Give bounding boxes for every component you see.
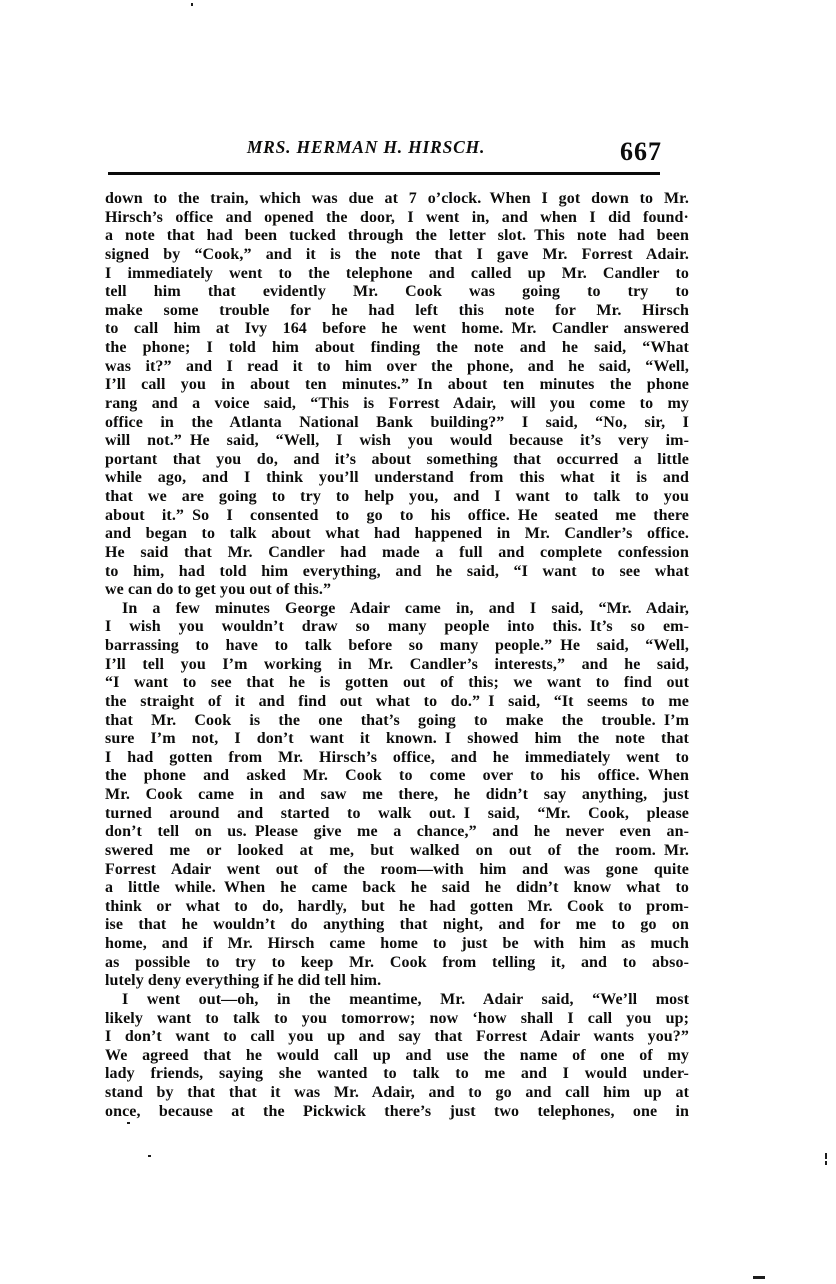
- text-line: office in the Atlanta National Bank building?” I said, “No, sir, I: [105, 413, 689, 431]
- scan-speck: [191, 3, 193, 6]
- text-line: to him, had told him everything, and he said, “I want to see what: [105, 562, 689, 580]
- scan-speck: [127, 1122, 130, 1124]
- text-line: Forrest Adair went out of the room—with him and was gone quite: [105, 860, 689, 878]
- text-line: was it?” and I read it to him over the phone, and he said, “Well,: [105, 357, 689, 375]
- text-line: lutely deny everything if he did tell him.: [105, 972, 382, 990]
- text-line: that Mr. Cook is the one that’s going to make the trouble. I’m: [105, 711, 689, 729]
- text-line: I immediately went to the telephone and called up Mr. Candler to: [105, 264, 689, 282]
- text-line: and began to talk about what had happened in Mr. Candler’s office.: [105, 525, 689, 543]
- text-line: that we are going to try to help you, and I want to talk to you: [105, 488, 689, 505]
- header-rule-divider: [108, 172, 660, 175]
- text-line: lady friends, saying she wanted to talk to me and I would under-: [105, 1065, 689, 1083]
- text-line: make some trouble for he had left this note for Mr. Hirsch: [105, 301, 689, 319]
- text-line: portant that you do, and it’s about something that occurred a little: [105, 450, 689, 468]
- text-line: we can do to get you out of this.”: [105, 581, 332, 599]
- text-line: In a few minutes George Adair came in, and I said, “Mr. Adair,: [122, 599, 689, 617]
- text-line: once, because at the Pickwick there’s just two telephones, one in: [105, 1102, 689, 1120]
- page-number: 667: [620, 137, 662, 166]
- text-line: Hirsch’s office and opened the door, I went in, and when I did found·: [105, 208, 689, 226]
- text-line: the phone; I told him about finding the note and he said, “What: [105, 339, 689, 356]
- text-line: think or what to do, hardly, but he had gotten Mr. Cook to prom-: [105, 897, 689, 915]
- text-line: I went out—oh, in the meantime, Mr. Adair said, “We’ll most: [122, 990, 689, 1008]
- text-line: signed by “Cook,” and it is the note that I gave Mr. Forrest Adair.: [105, 245, 689, 263]
- text-line: down to the train, which was due at 7 o’clock. When I got down to Mr.: [105, 190, 689, 207]
- text-line: a little while. When he came back he said he didn’t know what to: [105, 879, 689, 897]
- text-line: home, and if Mr. Hirsch came home to just be with him as much: [105, 935, 689, 952]
- text-line: about it.” So I consented to go to his office. He seated me there: [105, 506, 689, 524]
- text-line: the straight of it and find out what to do.” I said, “It seems to me: [105, 692, 689, 710]
- text-line: I’ll call you in about ten minutes.” In about ten minutes the phone: [105, 376, 689, 394]
- text-line: rang and a voice said, “This is Forrest Adair, will you come to my: [105, 394, 689, 412]
- scan-mark: [825, 1153, 827, 1159]
- scan-speck: [148, 1155, 151, 1157]
- text-line: swered me or looked at me, but walked on out of the room. Mr.: [105, 841, 689, 859]
- text-line: I wish you wouldn’t draw so many people into this. It’s so em-: [105, 618, 689, 636]
- text-line: stand by that that it was Mr. Adair, and to go and call him up at: [105, 1084, 689, 1101]
- text-line: I had gotten from Mr. Hirsch’s office, and he immediately went to: [105, 748, 689, 766]
- text-line: sure I’m not, I don’t want it known. I showed him the note that: [105, 730, 689, 748]
- paragraph: [105, 600, 689, 991]
- text-line: will not.” He said, “Well, I wish you would because it’s very im-: [105, 432, 689, 450]
- text-line: I’ll tell you I’m working in Mr. Candler’s interests,” and he said,: [105, 655, 689, 673]
- scan-mark: [825, 1161, 827, 1165]
- page-title: MRS. HERMAN H. HIRSCH.: [246, 137, 486, 157]
- running-header: [0, 0, 836, 180]
- scan-mark: [753, 1276, 765, 1279]
- text-line: “I want to see that he is gotten out of this; we want to find out: [105, 674, 689, 692]
- text-line: He said that Mr. Candler had made a full and complete confession: [105, 543, 689, 561]
- text-line: don’t tell on us. Please give me a chance,” and he never even an-: [105, 823, 689, 841]
- text-block: [105, 190, 689, 1121]
- text-line: Mr. Cook came in and saw me there, he didn’t say anything, just: [105, 786, 689, 803]
- text-line: a note that had been tucked through the letter slot. This note had been: [105, 227, 689, 245]
- text-line: as possible to try to keep Mr. Cook from telling it, and to abso-: [105, 953, 689, 971]
- text-line: We agreed that he would call up and use the name of one of my: [105, 1046, 689, 1064]
- text-line: turned around and started to walk out. I said, “Mr. Cook, please: [105, 804, 689, 822]
- paragraph: [105, 991, 689, 1121]
- text-line: barrassing to have to talk before so many people.” He said, “Well,: [105, 637, 689, 654]
- paragraph: [105, 190, 689, 600]
- text-line: likely want to talk to you tomorrow; now ‘how shall I call you up;: [105, 1009, 689, 1027]
- text-line: the phone and asked Mr. Cook to come over to his office. When: [105, 767, 689, 785]
- text-line: to call him at Ivy 164 before he went home. Mr. Candler answered: [105, 320, 689, 338]
- text-line: while ago, and I think you’ll understand from this what it is and: [105, 469, 689, 487]
- text-line: tell him that evidently Mr. Cook was going to try to: [105, 283, 689, 301]
- text-line: ise that he wouldn’t do anything that night, and for me to go on: [105, 916, 689, 934]
- text-line: I don’t want to call you up and say that Forrest Adair wants you?”: [105, 1028, 689, 1046]
